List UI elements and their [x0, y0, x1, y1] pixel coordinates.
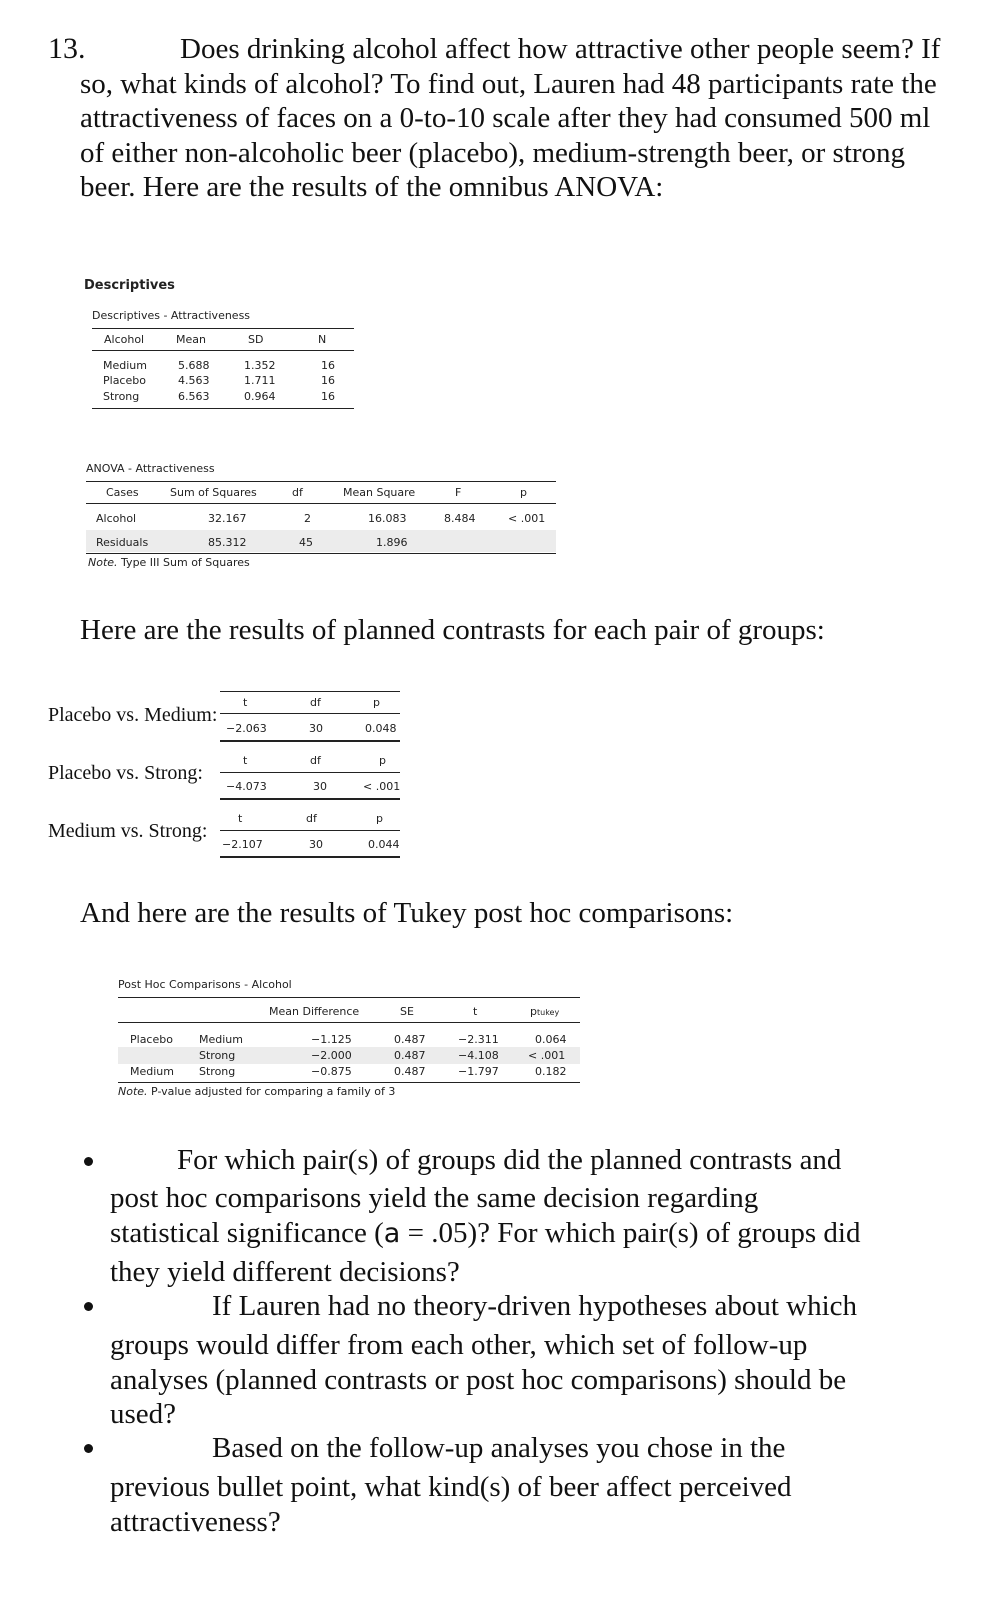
contrast-df: 30	[309, 838, 323, 851]
posthoc-bottom-rule	[118, 1082, 580, 1083]
table-cell: 1.711	[244, 374, 276, 387]
table-cell: 0.487	[394, 1033, 426, 1046]
contrast-header-df: df	[306, 812, 317, 825]
descriptives-table-title: Descriptives - Attractiveness	[92, 309, 251, 322]
contrast-header-t: t	[243, 696, 248, 709]
table-cell: Medium	[199, 1033, 243, 1046]
table-cell: 16	[321, 374, 335, 387]
table-cell: 0.064	[535, 1033, 567, 1046]
bullet-line: attractiveness?	[110, 1506, 281, 1538]
contrast-top-rule	[220, 691, 400, 692]
contrast-header-p: p	[376, 812, 383, 825]
question-text: Does drinking alcohol affect how attractive other people seem? If so, what kinds of alcohol? To find out, Lauren had 48 participants rate the attractiveness of faces on a 0-to-10 scale after they had consumed 500 ml of either non-alcoholic beer (placebo), medium-strength beer, or strong beer. Here are the results of the omnibus ANOVA:	[80, 33, 941, 203]
anova-header-p: p	[520, 486, 527, 499]
bullet-dot	[84, 1157, 93, 1166]
anova-header-df: df	[292, 486, 303, 499]
table-cell: 8.484	[444, 512, 476, 525]
table-cell: < .001	[508, 512, 546, 525]
bullet-dot	[84, 1444, 93, 1453]
table-cell: Placebo	[103, 374, 146, 387]
table-cell: Residuals	[96, 536, 149, 549]
table-cell: −0.875	[311, 1065, 352, 1078]
posthoc-header-md: Mean Difference	[269, 1005, 360, 1018]
contrast-df: 30	[309, 722, 323, 735]
anova-row-shading	[86, 530, 556, 552]
table-cell: Strong	[199, 1065, 236, 1078]
posthoc-note: Note. P-value adjusted for comparing a family of 3	[118, 1085, 396, 1098]
bullet-line: used?	[110, 1398, 177, 1430]
contrast-header-df: df	[310, 754, 321, 767]
bullet-line: post hoc comparisons yield the same decision regarding	[110, 1182, 759, 1214]
posthoc-header-rule	[118, 1022, 580, 1023]
question-number: 13.	[48, 32, 86, 65]
table-cell: 0.182	[535, 1065, 567, 1078]
table-cell: 0.487	[394, 1049, 426, 1062]
bullet-line: For which pair(s) of groups did the planned contrasts and	[177, 1144, 842, 1176]
descriptives-top-rule	[92, 328, 354, 329]
anova-header-ms: Mean Square	[343, 486, 416, 499]
tukey-intro: And here are the results of Tukey post hoc comparisons:	[80, 897, 734, 929]
bullet-line: groups would differ from each other, which set of follow-up	[110, 1329, 808, 1361]
contrast-label: Medium vs. Strong:	[48, 820, 208, 842]
bullet-dot	[84, 1302, 93, 1311]
table-cell: −2.311	[458, 1033, 499, 1046]
table-cell: −1.797	[458, 1065, 499, 1078]
anova-note: Note. Type III Sum of Squares	[88, 556, 250, 569]
anova-header-rule	[86, 503, 556, 504]
contrast-t: −4.073	[226, 780, 267, 793]
contrast-header-rule	[220, 772, 400, 773]
contrast-df: 30	[313, 780, 327, 793]
contrast-header-p: p	[379, 754, 386, 767]
contrast-header-t: t	[238, 812, 243, 825]
table-cell: 5.688	[178, 359, 210, 372]
anova-header-cases: Cases	[106, 486, 139, 499]
table-cell: 4.563	[178, 374, 210, 387]
descriptives-header-alcohol: Alcohol	[104, 333, 145, 346]
anova-bottom-rule	[86, 553, 556, 554]
table-cell: 16	[321, 359, 335, 372]
anova-header-f: F	[455, 486, 462, 499]
descriptives-header-n: N	[318, 333, 327, 346]
descriptives-header-sd: SD	[248, 333, 264, 346]
contrast-p: 0.044	[368, 838, 400, 851]
posthoc-header-se: SE	[400, 1005, 414, 1018]
posthoc-top-rule	[118, 997, 580, 998]
posthoc-header-p: ptukey	[530, 1005, 560, 1018]
contrast-label: Placebo vs. Medium:	[48, 704, 218, 726]
table-cell: 32.167	[208, 512, 247, 525]
contrasts-intro: Here are the results of planned contrasts for each pair of groups:	[80, 614, 825, 646]
posthoc-table-title: Post Hoc Comparisons - Alcohol	[118, 978, 292, 991]
table-cell: Strong	[103, 390, 140, 403]
table-cell: < .001	[528, 1049, 566, 1062]
contrast-p: < .001	[363, 780, 401, 793]
contrast-header-t: t	[243, 754, 248, 767]
table-cell: 0.964	[244, 390, 276, 403]
contrast-header-rule	[220, 713, 400, 714]
bullet-line: previous bullet point, what kind(s) of beer affect perceived	[110, 1471, 792, 1503]
contrast-bottom-rule	[220, 798, 400, 800]
contrast-header-df: df	[310, 696, 321, 709]
table-cell: Medium	[103, 359, 147, 372]
contrast-header-p: p	[373, 696, 380, 709]
contrast-t: −2.107	[222, 838, 263, 851]
anova-top-rule	[86, 481, 556, 482]
table-cell: −2.000	[311, 1049, 352, 1062]
posthoc-header-t: t	[473, 1005, 478, 1018]
anova-header-ss: Sum of Squares	[170, 486, 257, 499]
table-cell: Alcohol	[96, 512, 137, 525]
contrast-label: Placebo vs. Strong:	[48, 762, 203, 784]
table-cell: 16.083	[368, 512, 407, 525]
table-cell: Placebo	[130, 1033, 173, 1046]
table-cell: 1.352	[244, 359, 276, 372]
bullet-line: analyses (planned contrasts or post hoc comparisons) should be	[110, 1364, 847, 1396]
table-cell: 0.487	[394, 1065, 426, 1078]
table-cell: −1.125	[311, 1033, 352, 1046]
bullet-line: Based on the follow-up analyses you chose in the	[212, 1432, 786, 1464]
descriptives-header-mean: Mean	[176, 333, 206, 346]
descriptives-header-rule	[92, 350, 354, 351]
table-cell: −4.108	[458, 1049, 499, 1062]
table-cell: 45	[299, 536, 313, 549]
table-cell: 6.563	[178, 390, 210, 403]
contrast-t: −2.063	[226, 722, 267, 735]
table-cell: Medium	[130, 1065, 174, 1078]
contrast-bottom-rule	[220, 856, 400, 858]
bullet-line: statistical significance (a = .05)? For which pair(s) of groups did	[110, 1217, 861, 1249]
table-cell: Strong	[199, 1049, 236, 1062]
bullet-line: If Lauren had no theory-driven hypotheses about which	[212, 1290, 858, 1322]
bullet-line: they yield different decisions?	[110, 1256, 460, 1288]
contrast-bottom-rule	[220, 740, 400, 742]
table-cell: 1.896	[376, 536, 408, 549]
anova-table-title: ANOVA - Attractiveness	[86, 462, 215, 475]
table-cell: 2	[304, 512, 311, 525]
contrast-header-rule	[220, 830, 400, 831]
table-cell: 16	[321, 390, 335, 403]
table-cell: 85.312	[208, 536, 247, 549]
contrast-p: 0.048	[365, 722, 397, 735]
descriptives-bottom-rule	[92, 408, 354, 409]
descriptives-section-title: Descriptives	[84, 278, 175, 293]
